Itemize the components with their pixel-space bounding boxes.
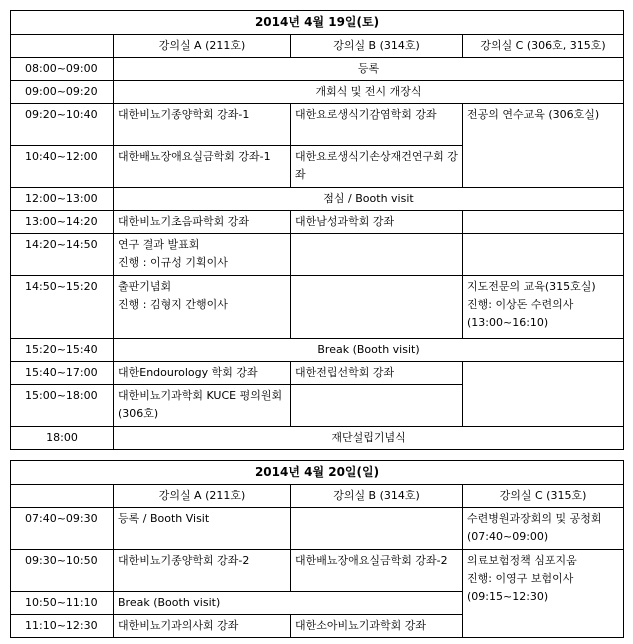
day2-title: 2014년 4월 20일(일) [11,461,624,485]
time-cell: 15:00~18:00 [11,385,114,427]
table-row [11,276,624,339]
session-cell-a: 대한비뇨기과의사회 강좌 [114,615,291,638]
time-cell: 15:40~17:00 [11,362,114,385]
session-cell-b: 대한남성과학회 강좌 [291,211,463,234]
table-row [11,508,624,550]
table-row [11,81,624,104]
header-corner [11,35,114,58]
time-cell: 15:20~15:40 [11,339,114,362]
time-cell: 12:00~13:00 [11,188,114,211]
session-title: 지도전문의 교육(315호실) [467,280,596,293]
session-cell-b: 대한전립선학회 강좌 [291,362,463,385]
day1-title: 2014년 4월 19일(토) [11,11,624,35]
table-row [11,188,624,211]
session-cell-b: 대한요로생식기손상재건연구회 강좌 [291,146,463,188]
time-cell: 18:00 [11,427,114,450]
session-cell-a: 대한비뇨기과학회 KUCE 평의원회 (306호) [114,385,291,427]
time-cell: 09:00~09:20 [11,81,114,104]
empty-cell [463,211,624,234]
header-room-c: 강의실 C (306호, 315호) [463,35,624,58]
empty-cell [463,362,624,427]
time-cell: 09:20~10:40 [11,104,114,146]
session-cell-a: 등록 / Booth Visit [114,508,291,550]
time-cell: 13:00~14:20 [11,211,114,234]
time-cell: 14:50~15:20 [11,276,114,339]
session-cell-a: 대한배뇨장애요실금학회 강좌-1 [114,146,291,188]
time-cell: 09:30~10:50 [11,550,114,592]
event-cell: 개회식 및 전시 개장식 [114,81,624,104]
event-cell: 재단설립기념식 [114,427,624,450]
time-cell: 08:00~09:00 [11,58,114,81]
table-row [11,427,624,450]
event-cell: Break (Booth visit) [114,592,463,615]
table-row [11,362,624,385]
session-cell-b: 대한배뇨장애요실금학회 강좌-2 [291,550,463,592]
header-room-c: 강의실 C (315호) [463,485,624,508]
session-title: 의료보험정책 심포지움 [467,554,577,567]
session-title: 연구 결과 발표회 [118,238,200,251]
session-cell-a [114,276,291,339]
session-cell-b: 대한소아비뇨기과학회 강좌 [291,615,463,638]
empty-cell [463,234,624,276]
session-cell-c [463,508,624,550]
time-cell: 10:50~11:10 [11,592,114,615]
session-cell-b: 대한요로생식기감염학회 강좌 [291,104,463,146]
header-corner [11,485,114,508]
header-room-a: 강의실 A (211호) [114,485,291,508]
session-host: 진행: 이상돈 수련의사 [467,298,574,311]
session-host: 진행 : 이규성 기획이사 [118,256,228,269]
table-row [11,550,624,592]
session-cell-a: 대한비뇨기종양학회 강좌-1 [114,104,291,146]
session-title: 출판기념회 [118,280,172,293]
session-cell-a: 대한비뇨기종양학회 강좌-2 [114,550,291,592]
table-row [11,104,624,146]
session-cell-c: 전공의 연수교육 (306호실) [463,104,624,188]
session-time: (07:40~09:00) [467,530,549,543]
empty-cell [291,234,463,276]
session-cell-a: 대한비뇨기초음파학회 강좌 [114,211,291,234]
table-row [11,339,624,362]
empty-cell [291,508,463,550]
header-room-a: 강의실 A (211호) [114,35,291,58]
empty-cell [291,276,463,339]
session-host: 진행: 이영구 보험이사 [467,572,574,585]
session-cell-c [463,276,624,339]
empty-cell [291,385,463,427]
time-cell: 14:20~14:50 [11,234,114,276]
header-room-b: 강의실 B (314호) [291,485,463,508]
session-host: 진행 : 김형지 간행이사 [118,298,228,311]
table-row [11,234,624,276]
table-row [11,211,624,234]
schedule-table-day1 [10,10,624,450]
session-cell-c [463,550,624,638]
session-cell-a: 대한Endourology 학회 강좌 [114,362,291,385]
event-cell: 점심 / Booth visit [114,188,624,211]
time-cell: 07:40~09:30 [11,508,114,550]
header-room-b: 강의실 B (314호) [291,35,463,58]
time-cell: 11:10~12:30 [11,615,114,638]
session-time: (09:15~12:30) [467,590,549,603]
time-cell: 10:40~12:00 [11,146,114,188]
session-title: 수련병원과장회의 및 공청회 [467,512,602,525]
table-row [11,58,624,81]
schedule-table-day2 [10,460,624,638]
event-cell: Break (Booth visit) [114,339,624,362]
session-time: (13:00~16:10) [467,316,549,329]
event-cell: 등록 [114,58,624,81]
session-cell-a [114,234,291,276]
